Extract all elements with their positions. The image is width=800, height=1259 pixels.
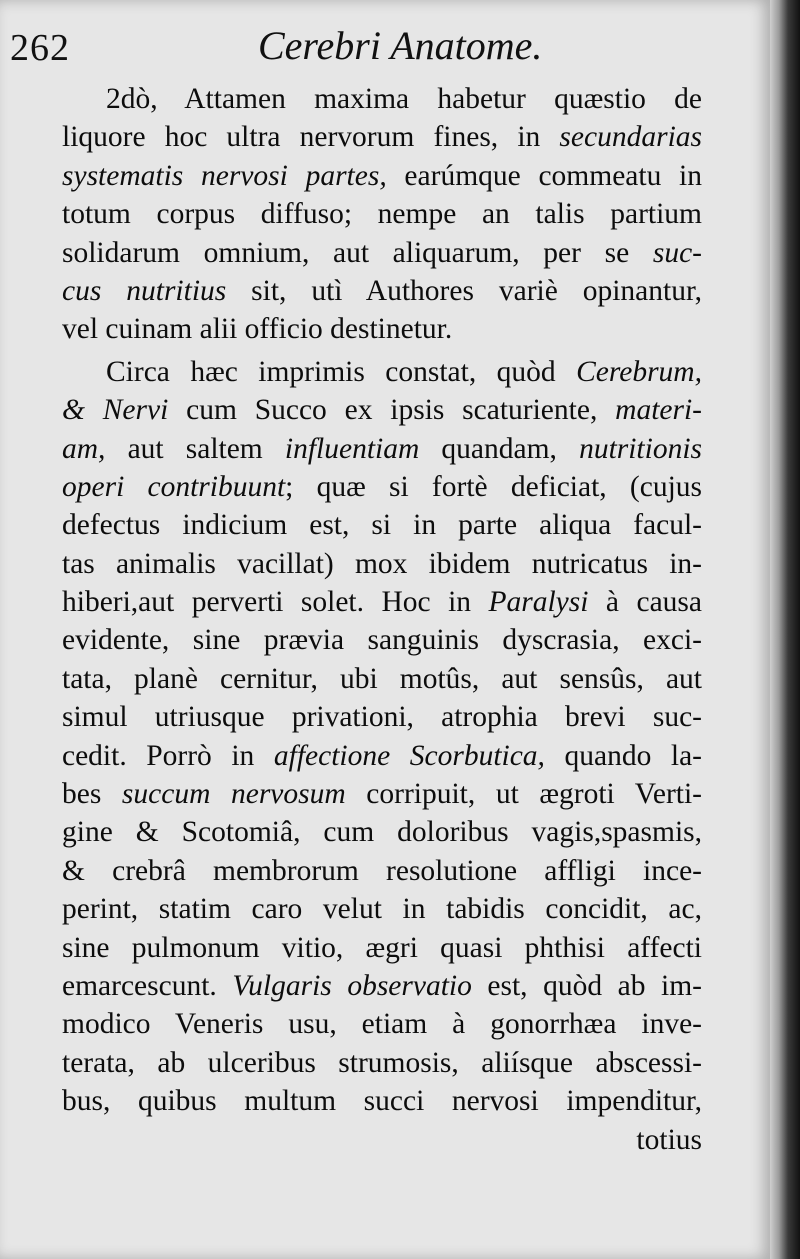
text-segment: Circa hæc imprimis constat, quòd: [106, 355, 577, 388]
body-text: [62, 80, 702, 1159]
text-segment: quandam,: [419, 432, 580, 465]
text-segment: corripuit, ut ægroti Verti-: [345, 778, 702, 811]
text-line: [62, 157, 702, 195]
running-head: [0, 20, 770, 76]
text-line: [62, 813, 702, 851]
text-segment: tata, planè cernitur, ubi motûs, aut sensûs, aut: [62, 662, 702, 695]
page-number: 262: [10, 27, 70, 69]
text-line: [62, 583, 702, 621]
text-segment: quando la-: [544, 739, 702, 772]
text-segment: bes: [62, 778, 122, 811]
text-segment: sit, utì Authores variè opinantur,: [226, 274, 702, 307]
text-segment: cum Succo ex ipsis scaturiente,: [168, 394, 616, 427]
text-segment: hiberi,aut perverti solet. Hoc in: [62, 586, 489, 619]
text-line: [62, 852, 702, 890]
text-line: [62, 1082, 702, 1120]
italic-segment: systematis nervosi partes,: [62, 159, 387, 192]
italic-segment: succum nervosum: [121, 778, 346, 811]
text-segment: ; quæ si fortè deficiat, (cujus: [285, 470, 702, 503]
text-segment: emarcescunt.: [62, 969, 233, 1002]
text-line: [62, 660, 702, 698]
text-line: [62, 310, 702, 348]
text-segment: defectus indicium est, si in parte aliqua facul-: [62, 509, 702, 542]
italic-segment: suc-: [652, 236, 702, 269]
text-line: [62, 545, 702, 583]
text-segment: bus, quibus multum succi nervosi impenditur,: [62, 1085, 702, 1118]
text-segment: liquore hoc ultra nervorum fines, in: [62, 121, 560, 154]
text-line: [62, 272, 702, 310]
text-line: [62, 468, 702, 506]
italic-segment: Cerebrum,: [576, 355, 702, 388]
text-segment: evidente, sine prævia sanguinis dyscrasia, exci-: [62, 624, 702, 657]
italic-segment: am,: [62, 432, 106, 465]
text-line: [62, 234, 702, 272]
italic-segment: Paralysi: [488, 586, 589, 619]
text-line: [62, 621, 702, 659]
text-line: [62, 118, 702, 156]
italic-segment: affectione Scorbutica,: [273, 739, 545, 772]
text-line: [62, 1005, 702, 1043]
italic-segment: cus nutritius: [62, 274, 227, 307]
italic-segment: materi-: [615, 394, 702, 427]
text-segment: sine pulmonum vitio, ægri quasi phthisi affecti: [62, 931, 702, 964]
italic-segment: operi contribuunt: [62, 470, 286, 503]
text-segment: totius: [636, 1123, 702, 1156]
text-segment: cedit. Porrò in: [62, 739, 274, 772]
text-segment: modico Veneris usu, etiam à gonorrhæa inve-: [62, 1008, 702, 1041]
text-line: [62, 929, 702, 967]
text-line: [62, 890, 702, 928]
text-segment: gine & Scotomiâ, cum doloribus vagis,spasmis,: [62, 816, 702, 849]
text-segment: vel cuinam alii officio destinetur.: [62, 313, 453, 346]
text-line: [62, 391, 702, 429]
text-line: [62, 775, 702, 813]
italic-segment: influentiam: [284, 432, 420, 465]
text-segment: à causa: [588, 586, 702, 619]
italic-segment: nutritionis: [579, 432, 703, 465]
text-line: [62, 967, 702, 1005]
text-segment: earúmque commeatu in: [386, 159, 702, 192]
page-edge-shadow: [770, 0, 800, 1259]
italic-segment: & Nervi: [62, 394, 169, 427]
text-segment: aut saltem: [105, 432, 285, 465]
text-line: [62, 1044, 702, 1082]
text-segment: totum corpus diffuso; nempe an talis partium: [62, 198, 702, 231]
text-segment: terata, ab ulceribus strumosis, aliísque abscessi-: [62, 1046, 702, 1079]
running-title: Cerebri Anatome.: [258, 23, 543, 68]
text-line: [62, 737, 702, 775]
italic-segment: Vulgaris observatio: [232, 969, 472, 1002]
text-segment: est, quòd ab im-: [471, 969, 702, 1002]
text-line: [62, 195, 702, 233]
text-segment: & crebrâ membrorum resolutione affligi ince-: [62, 854, 702, 887]
text-segment: perint, statim caro velut in tabidis concidit, ac,: [62, 893, 702, 926]
text-line: [62, 430, 702, 468]
italic-segment: secundarias: [559, 121, 702, 154]
text-line: [62, 1121, 702, 1159]
text-line: [62, 80, 702, 118]
text-segment: solidarum omnium, aut aliquarum, per se: [62, 236, 653, 269]
text-line: [62, 506, 702, 544]
text-segment: tas animalis vacillat) mox ibidem nutricatus in-: [62, 547, 702, 580]
text-segment: simul utriusque privationi, atrophia brevi suc-: [62, 701, 702, 734]
text-segment: 2dò, Attamen maxima habetur quæstio de: [106, 83, 702, 115]
text-line: [62, 353, 702, 391]
text-line: [62, 698, 702, 736]
